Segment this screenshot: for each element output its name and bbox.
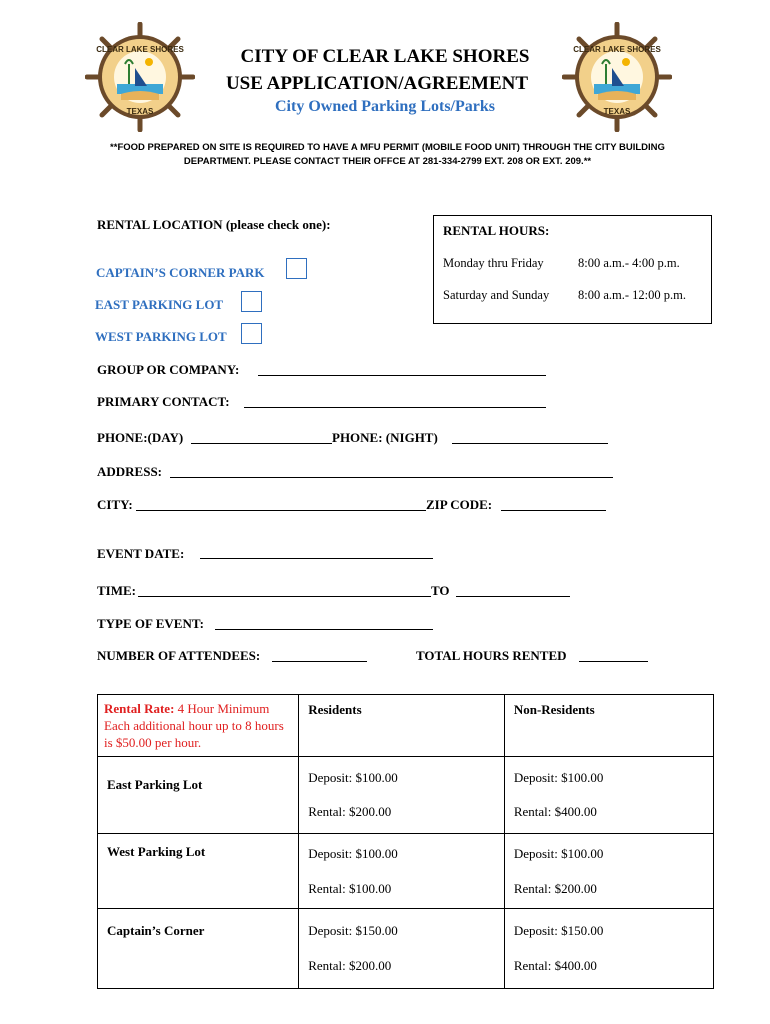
event-date-label: EVENT DATE: xyxy=(97,546,185,561)
primary-contact-field[interactable] xyxy=(244,407,546,408)
residents-rate-cell: Deposit: $100.00 Rental: $200.00 xyxy=(299,757,505,834)
location-cell: East Parking Lot xyxy=(98,757,299,834)
phone-night-label: PHONE: (NIGHT) xyxy=(332,430,438,445)
hours-weekend-days: Saturday and Sunday xyxy=(443,288,550,302)
hours-weekday-times: 8:00 a.m.- 4:00 p.m. xyxy=(578,256,680,270)
event-date-field[interactable] xyxy=(200,558,433,559)
table-row xyxy=(98,909,714,989)
address-field[interactable] xyxy=(170,477,613,478)
phone-day-field[interactable] xyxy=(191,443,332,444)
hours-weekend-times: 8:00 a.m.- 12:00 p.m. xyxy=(578,288,686,302)
residents-rate-cell: Deposit: $150.00 Rental: $200.00 xyxy=(299,909,505,989)
table-row xyxy=(98,834,714,909)
group-company-label: GROUP OR COMPANY: xyxy=(97,362,240,377)
mfu-permit-notice: **FOOD PREPARED ON SITE IS REQUIRED TO HAVE A MFU PERMIT (MOBILE FOOD UNIT) THROUGH THE CITY BUILDING DEPARTMENT. PLEASE CONTACT THEIR OFFCE AT 281-334-2799 EXT. 208 OR EXT. 209.** xyxy=(110,142,665,167)
east-parking-lot-checkbox[interactable] xyxy=(241,291,262,312)
city-title: CITY OF CLEAR LAKE SHORES xyxy=(240,46,530,67)
non-residents-rate-cell: Deposit: $150.00 Rental: $400.00 xyxy=(504,909,713,989)
total-hours-label: TOTAL HOURS RENTED xyxy=(416,648,567,663)
location-option-captains-corner-label: CAPTAIN’S CORNER PARK xyxy=(96,265,265,280)
hours-weekday-days: Monday thru Friday xyxy=(443,256,544,270)
location-option-west-lot-label: WEST PARKING LOT xyxy=(95,329,227,344)
total-hours-field[interactable] xyxy=(579,661,648,662)
city-label: CITY: xyxy=(97,497,133,512)
west-parking-lot-checkbox[interactable] xyxy=(241,323,262,344)
svg-text:CLEAR LAKE SHORES: CLEAR LAKE SHORES xyxy=(573,45,661,54)
zip-code-label: ZIP CODE: xyxy=(426,497,493,512)
rental-hours-heading: RENTAL HOURS: xyxy=(443,223,550,238)
svg-text:TEXAS: TEXAS xyxy=(603,107,631,116)
form-subtitle: City Owned Parking Lots/Parks xyxy=(274,98,495,115)
location-cell: Captain’s Corner xyxy=(98,909,299,989)
residents-column-header: Residents xyxy=(299,695,505,757)
table-row xyxy=(98,757,714,834)
svg-text:CLEAR LAKE SHORES: CLEAR LAKE SHORES xyxy=(96,45,184,54)
primary-contact-label: PRIMARY CONTACT: xyxy=(97,394,230,409)
phone-night-field[interactable] xyxy=(452,443,608,444)
non-residents-rate-cell: Deposit: $100.00 Rental: $400.00 xyxy=(504,757,713,834)
location-cell: West Parking Lot xyxy=(98,834,299,909)
residents-rate-cell: Deposit: $100.00 Rental: $100.00 xyxy=(299,834,505,909)
group-company-field[interactable] xyxy=(258,375,546,376)
location-option-east-lot-label: EAST PARKING LOT xyxy=(95,297,224,312)
rental-hours-box xyxy=(433,215,712,324)
attendees-field[interactable] xyxy=(272,661,367,662)
rental-rates-table xyxy=(97,694,714,989)
event-type-label: TYPE OF EVENT: xyxy=(97,616,204,631)
city-field[interactable] xyxy=(136,510,426,511)
rental-rate-note: Rental Rate: 4 Hour Minimum Each additional hour up to 8 hours is $50.00 per hour. xyxy=(98,695,299,757)
time-label: TIME: xyxy=(97,583,136,598)
captains-corner-checkbox[interactable] xyxy=(286,258,307,279)
phone-day-label: PHONE:(DAY) xyxy=(97,430,184,445)
address-label: ADDRESS: xyxy=(97,464,163,479)
time-to-field[interactable] xyxy=(456,596,570,597)
time-to-label: TO xyxy=(431,583,450,598)
form-title: USE APPLICATION/AGREEMENT xyxy=(225,73,529,94)
table-header-row xyxy=(98,695,714,757)
time-from-field[interactable] xyxy=(138,596,431,597)
event-type-field[interactable] xyxy=(215,629,433,630)
zip-code-field[interactable] xyxy=(501,510,606,511)
non-residents-column-header: Non-Residents xyxy=(504,695,713,757)
svg-text:TEXAS: TEXAS xyxy=(126,107,154,116)
non-residents-rate-cell: Deposit: $100.00 Rental: $200.00 xyxy=(504,834,713,909)
attendees-label: NUMBER OF ATTENDEES: xyxy=(97,648,261,663)
rental-location-heading: RENTAL LOCATION (please check one): xyxy=(97,217,331,232)
